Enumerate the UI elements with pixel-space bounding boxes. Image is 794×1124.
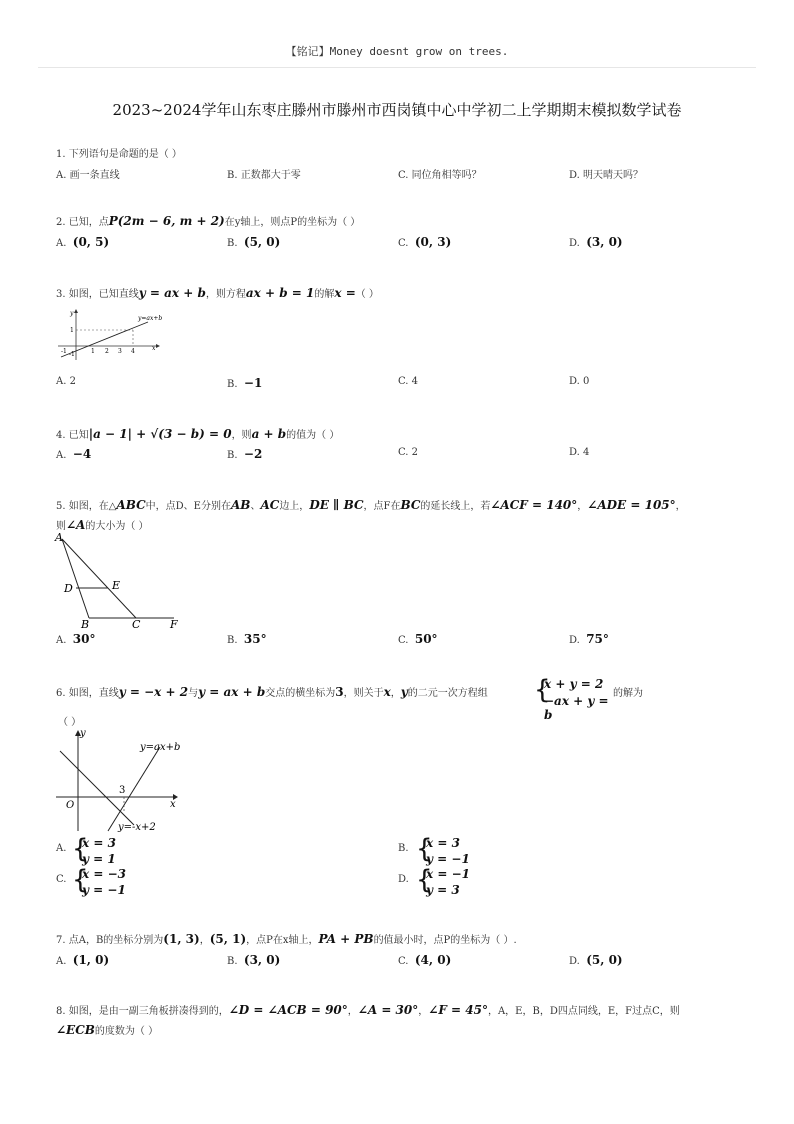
q6-option-c [72,867,142,901]
q6-option-d-label: D. [398,874,409,885]
q5-triangle-figure [52,531,184,629]
q3-option-a: A. 2 [56,376,76,387]
q6-option-a-label: A. [56,843,67,854]
q5-angle-acf: ∠ACF = 140° [490,498,578,512]
q6-equation-system [534,675,614,722]
q4-expression: |a − 1| + √(3 − b) = 0 [88,427,232,441]
q5-option-d-value: 75° [586,632,609,646]
q5-option-b-value: 35° [243,632,267,646]
q4-option-c-value: 2 [411,447,419,458]
q5-angle-ade: ∠ADE = 105° [587,498,676,512]
q2-option-a-value: (0, 5) [72,235,110,249]
q1-option-b: B. 正数都大于零 [227,170,301,181]
q5-option-d: D. 75° [569,632,609,646]
q3-line-label: y=ax+b [138,315,163,322]
q2-option-b: B. (5, 0) [227,235,281,249]
q8-angle-d-acb: ∠D = ∠ACB = 90° [228,1003,348,1017]
q2-point-expr: P(2m − 6, m + 2) [108,214,225,228]
q6-option-c-brace: { [72,865,89,895]
q6-x-label: x [170,799,176,810]
q6-option-c-label: C. [56,874,67,885]
q6-option-b-brace: { [416,834,433,864]
q6-option-a-eq-1: x = 3 [82,836,116,850]
q3-option-d-value: 0 [583,376,590,387]
q5-label-c: C [132,618,141,629]
q3-line-expr: y = ax + b [138,286,206,300]
q7-option-a: A. (1, 0) [56,953,110,967]
q7-option-b: B. (3, 0) [227,953,281,967]
q6-system-eq-2: −ax + y = b [544,694,609,722]
q3-x-tick-3: 3 [118,348,122,355]
q6-option-d-eq-2: y = 3 [426,883,460,897]
q2-suffix: 在y轴上，则点P的坐标为（ ） [224,217,361,228]
question-1-text: 1. 下列语句是命题的是（ ） [56,149,182,160]
question-5-line-1: 5. 如图，在△ABC中，点D、E分别在AB、AC边上，DE ∥ BC，点F在BC的延长线上，若∠ACF = 140°，∠ADE = 105°， [56,498,686,512]
q7-option-a-value: (1, 0) [72,953,110,967]
q2-prefix: 2. 已知，点 [56,217,109,228]
q3-unknown: x = [334,286,356,300]
q3-option-b-value: −1 [243,376,263,390]
q1-option-a: A. 画一条直线 [56,170,120,181]
q6-graph [52,727,184,835]
q5-parallel: DE ∥ BC [309,498,364,512]
q5-side-ac [62,539,136,618]
q4-option-a: A. −4 [56,447,92,461]
question-8-line-1: 8. 如图，是由一副三角板拼凑得到的，∠D = ∠ACB = 90°，∠A = 30°，∠F = 45°，A，E，B，D四点同线，E，F过点C，则 [56,1003,680,1017]
q4-option-b-value: −2 [243,447,263,461]
q6-option-a-eq-2: y = 1 [82,852,116,866]
q6-x3-label: 3 [119,785,126,796]
question-5-line-2: 则∠A的大小为（ ） [56,518,149,532]
q5-side-ab [62,539,89,618]
q1-option-d: D. 明天晴天吗？ [569,170,644,181]
q6-system-brace: { [534,675,551,705]
q6-option-d [416,867,486,901]
q2-option-a: A. (0, 5) [56,235,110,249]
q6-option-a-brace: { [72,834,89,864]
q6-option-d-eq-1: x = −1 [426,867,470,881]
q8-angle-f: ∠F = 45° [428,1003,488,1017]
q7-option-d: D. (5, 0) [569,953,623,967]
q6-system-eq-1: x + y = 2 [544,677,604,691]
q8-angle-a: ∠A = 30° [357,1003,419,1017]
q2-option-c: C. (0, 3) [398,235,452,249]
q7-point-a: (1, 3) [163,932,200,946]
q6-line-2: y = ax + b [198,685,266,699]
q3-y-tick-1: 1 [70,327,74,334]
q3-x-label: x [152,345,156,352]
q6-line-neg-x-label: y=-x+2 [118,822,156,833]
q7-option-b-value: (3, 0) [243,953,281,967]
q3-option-b: B. −1 [227,376,263,390]
q6-option-c-eq-1: x = −3 [82,867,126,881]
q3-x-tick-1: 1 [91,348,95,355]
question-3-text: 3. 如图，已知直线y = ax + b，则方程ax + b = 1的解x =（ ） [56,286,379,300]
q8-angle-ecb: ∠ECB [56,1023,95,1037]
q5-option-c: C. 50° [398,632,438,646]
question-8-line-2: ∠ECB的度数为（ ） [56,1023,159,1037]
q3-x-tick-2: 2 [105,348,109,355]
header-motto: 【铭记】Money doesnt grow on trees. [285,45,509,58]
q4-option-d: D. 4 [569,447,590,458]
q2-option-b-value: (5, 0) [243,235,281,249]
q6-line-1: y = −x + 2 [118,685,189,699]
q5-label-e: E [112,579,121,592]
q6-line-ax-b [108,747,160,831]
q4-option-c: C. 2 [398,447,419,458]
q3-option-c: C. 4 [398,376,419,387]
q7-point-b: (5, 1) [209,932,247,946]
q6-option-d-brace: { [416,865,433,895]
q6-suffix: 的解为 [613,688,643,699]
page-title: 2023~2024学年山东枣庄滕州市滕州市西岗镇中心中学初二上学期期末模拟数学试卷 [112,101,682,119]
header-divider [38,67,756,68]
question-6-text: 6. 如图，直线y = −x + 2与y = ax + b交点的横坐标为3，则关于x，y的二元一次方程组 [56,685,488,699]
q3-y-tick-neg1: -1 [69,351,75,358]
q7-option-c: C. (4, 0) [398,953,452,967]
q3-equation: ax + b = 1 [245,286,315,300]
q4-option-d-value: 4 [583,447,590,458]
q4-option-a-value: −4 [72,447,92,461]
q3-x-tick-neg1: -1 [61,348,67,355]
q6-option-b-label: B. [398,843,409,854]
q4-sum: a + b [251,427,287,441]
question-7-text: 7. 点A，B的坐标分别为(1, 3)，(5, 1)，点P在x轴上，PA + PB的值最小时，点P的坐标为（ ）. [56,932,517,946]
question-4-text: 4. 已知|a − 1| + √(3 − b) = 0，则a + b的值为（ ） [56,427,340,441]
q7-sum: PA + PB [318,932,374,946]
q2-option-c-value: (0, 3) [414,235,452,249]
q6-option-c-eq-2: y = −1 [82,883,126,897]
q5-option-a-value: 30° [72,632,96,646]
q2-option-d: D. (3, 0) [569,235,623,249]
q3-line-graph [56,308,168,364]
q6-answer-paren: （ ） [58,717,82,728]
q6-option-b-eq-2: y = −1 [426,852,470,866]
q4-option-b: B. −2 [227,447,263,461]
q6-line-ax-b-label: y=ax+b [140,742,181,753]
q6-origin-label: O [66,800,75,811]
q3-x-tick-4: 4 [131,348,135,355]
q6-y-label: y [80,728,86,739]
q3-option-d: D. 0 [569,376,590,387]
q5-option-b: B. 35° [227,632,267,646]
q5-option-c-value: 50° [414,632,438,646]
q3-y-arrow [74,309,78,313]
q3-x-arrow [156,344,160,348]
q3-y-label: y [70,310,74,317]
q5-label-f: F [170,618,178,629]
q1-option-c: C. 同位角相等吗？ [398,170,482,181]
q7-option-c-value: (4, 0) [414,953,452,967]
q5-label-d: D [64,582,73,595]
q7-option-d-value: (5, 0) [586,953,623,967]
question-2-text [56,213,360,228]
q6-option-b-eq-1: x = 3 [426,836,460,850]
q2-option-d-value: (3, 0) [586,235,623,249]
q5-option-a: A. 30° [56,632,96,646]
q3-option-c-value: 4 [411,376,419,387]
q5-label-b: B [81,618,90,629]
q5-label-a: A [55,531,63,544]
q3-option-a-value: 2 [69,376,76,387]
